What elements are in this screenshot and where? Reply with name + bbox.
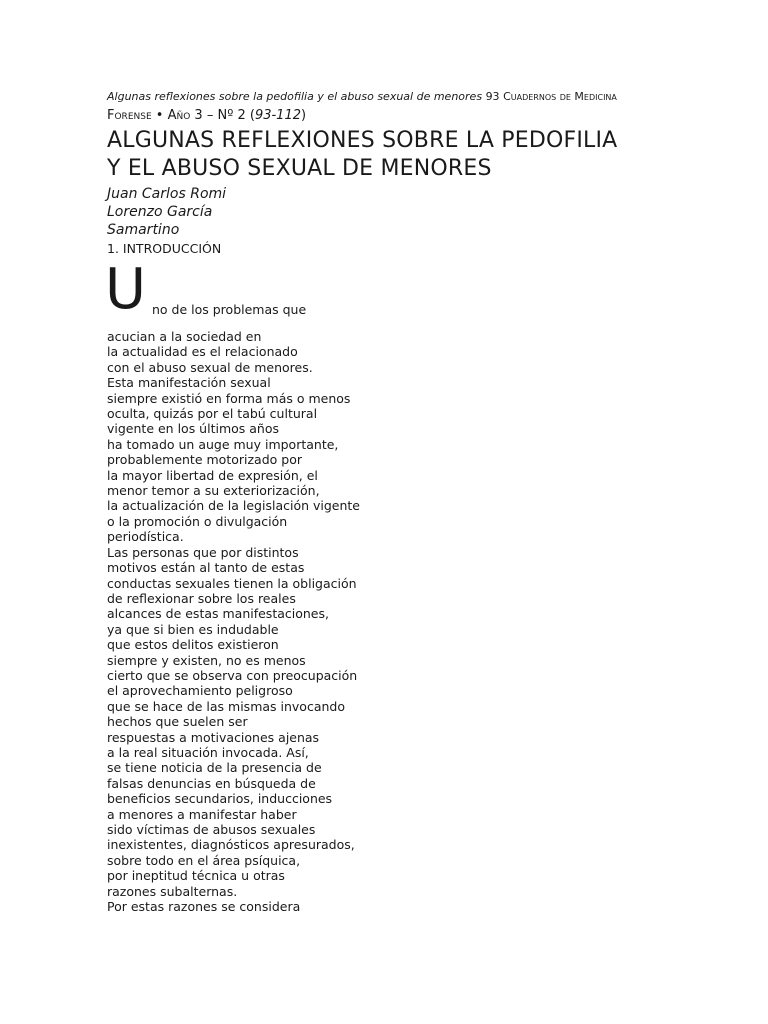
drop-cap-letter: U — [105, 257, 146, 322]
body-text-line: la actualidad es el relacionado — [107, 344, 298, 360]
body-text-line: beneficios secundarios, inducciones — [107, 791, 333, 807]
body-text-line: Las personas que por distintos — [107, 544, 299, 560]
body-text-line: de reflexionar sobre los reales — [107, 590, 296, 606]
author-line: Lorenzo García — [107, 204, 213, 220]
drop-cap-continuation: no de los problemas que — [152, 302, 307, 317]
body-text-line: ya que si bien es indudable — [107, 621, 279, 637]
body-text-line: sido víctimas de abusos sexuales — [107, 822, 316, 837]
body-text-line: que estos delitos existieron — [107, 637, 279, 653]
body-text-line: vigente en los últimos años — [107, 421, 279, 437]
body-text — [107, 329, 707, 914]
journal-name-continued: Forense — [107, 108, 152, 123]
running-header-journal: Cuadernos de Medicina — [503, 90, 617, 103]
body-text-line: oculta, quizás por el tabú cultural — [107, 406, 318, 422]
author-line: Juan Carlos Romi — [107, 186, 227, 202]
body-text-line: periodística. — [107, 529, 184, 545]
article-title — [107, 127, 707, 183]
body-text-line: motivos están al tanto de estas — [107, 560, 305, 576]
issue-close-paren: ) — [300, 108, 307, 123]
body-text-line: razones subalternas. — [107, 883, 238, 899]
body-text-line: acucian a la sociedad en — [107, 329, 262, 344]
running-header-page-number: 93 — [485, 90, 500, 103]
body-text-line: siempre y existen, no es menos — [107, 652, 306, 668]
body-text-line: probablemente motorizado por — [107, 452, 302, 468]
running-header — [107, 88, 707, 106]
body-text-line: ha tomado un auge muy importante, — [107, 436, 339, 452]
body-text-line: sobre todo en el área psíquica, — [107, 852, 301, 868]
author-line: Samartino — [107, 222, 180, 238]
document-page — [107, 88, 707, 914]
body-text-line: conductas sexuales tienen la obligación — [107, 575, 357, 591]
body-text-line: con el abuso sexual de menores. — [107, 359, 313, 375]
body-text-line: el aprovechamiento peligroso — [107, 683, 293, 699]
body-text-line: a la real situación invocada. Así, — [107, 744, 309, 760]
body-text-line: Esta manifestación sexual — [107, 375, 271, 391]
body-text-line: falsas denuncias en búsqueda de — [107, 775, 316, 791]
body-text-line: alcances de estas manifestaciones, — [107, 606, 329, 622]
body-text-line: la actualización de la legislación vigente — [107, 498, 360, 514]
body-text-line: cierto que se observa con preocupación — [107, 667, 358, 683]
page-range: 93-112 — [254, 108, 301, 123]
body-text-line: por ineptitud técnica u otras — [107, 868, 285, 884]
body-text-line: que se hace de las mismas invocando — [107, 698, 345, 714]
body-text-line: a menores a manifestar haber — [107, 806, 297, 822]
journal-issue-line — [107, 107, 707, 125]
article-title-line-1: ALGUNAS REFLEXIONES SOBRE LA PEDOFILIA — [107, 128, 618, 153]
body-text-line: Por estas razones se considera — [107, 899, 301, 915]
article-title-line-2: Y EL ABUSO SEXUAL DE MENORES — [107, 156, 492, 181]
body-text-line: se tiene noticia de la presencia de — [107, 760, 322, 776]
drop-cap-paragraph-start — [105, 257, 707, 328]
body-text-line: la mayor libertad de expresión, el — [107, 467, 318, 483]
section-heading: 1. INTRODUCCIÓN — [107, 241, 222, 256]
body-text-line: siempre existió en forma más o menos — [107, 390, 351, 406]
author-list — [107, 185, 707, 239]
body-text-line: hechos que suelen ser — [107, 714, 248, 730]
body-text-line: inexistentes, diagnósticos apresurados, — [107, 837, 355, 853]
running-header-title: Algunas reflexiones sobre la pedofilia y el abuso sexual de menores — [107, 90, 483, 103]
body-text-line: menor temor a su exteriorización, — [107, 483, 320, 499]
bullet-separator: • — [155, 108, 164, 123]
body-text-line: respuestas a motivaciones ajenas — [107, 729, 320, 745]
issue-info: Año 3 – Nº 2 ( — [167, 108, 255, 123]
body-text-line: o la promoción o divulgación — [107, 513, 288, 529]
